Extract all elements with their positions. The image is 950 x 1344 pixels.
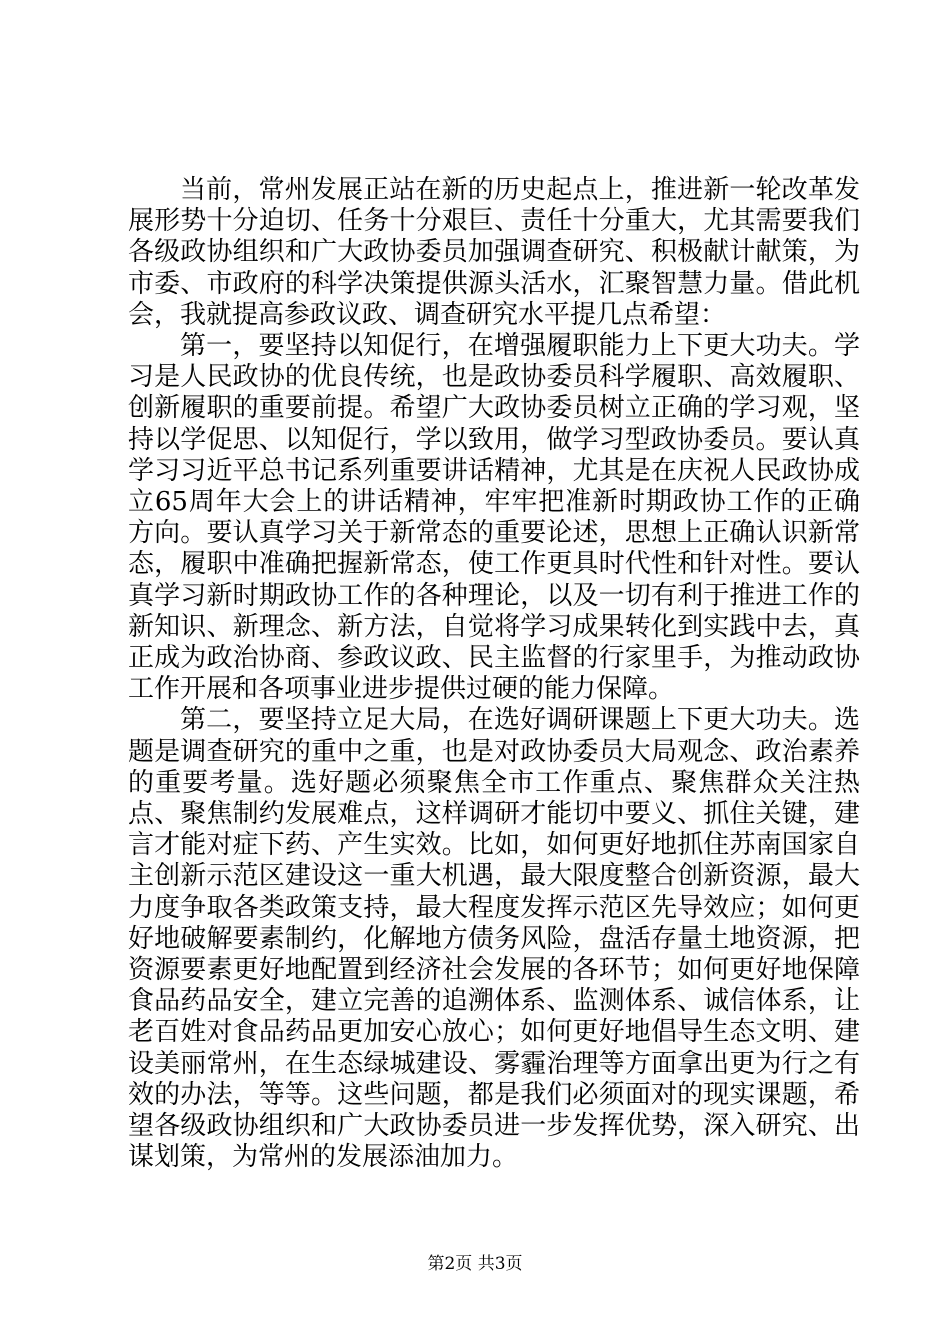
paragraph-intro: 当前，常州发展正站在新的历史起点上，推进新一轮改革发展形势十分迫切、任务十分艰巨、责任十分重大，尤其需要我们各级政协组织和广大政协委员加强调查研究、积极献计献策，为市委、市政府的科学决策提供源头活水，汇聚智慧力量。借此机会，我就提高参政议政、调查研究水平提几点希望： (128, 175, 860, 330)
paragraph-point-two: 第二，要坚持立足大局，在选好调研课题上下更大功夫。选题是调查研究的重中之重，也是对政协委员大局观念、政治素养的重要考量。选好题必须聚焦全市工作重点、聚焦群众关注热点、聚焦制约发展难点，这样调研才能切中要义、抓住关键，建言才能对症下药、产生实效。比如，如何更好地抓住苏南国家自主创新示范区建设这一重大机遇，最大限度整合创新资源，最大力度争取各类政策支持，最大程度发挥示范区先导效应；如何更好地破解要素制约，化解地方债务风险，盘活存量土地资源，把资源要素更好地配置到经济社会发展的各环节；如何更好地保障食品药品安全，建立完善的追溯体系、监测体系、诚信体系，让老百姓对食品药品更加安心放心；如何更好地倡导生态文明、建设美丽常州，在生态绿城建设、雾霾治理等方面拿出更为行之有效的办法，等等。这些问题，都是我们必须面对的现实课题，希望各级政协组织和广大政协委员进一步发挥优势，深入研究、出谋划策，为常州的发展添油加力。 (128, 705, 860, 1173)
page-number-footer: 第2页 共3页 (427, 1254, 523, 1274)
document-body (128, 175, 860, 1174)
paragraph-point-one: 第一，要坚持以知促行，在增强履职能力上下更大功夫。学习是人民政协的优良传统，也是政协委员科学履职、高效履职、创新履职的重要前提。希望广大政协委员树立正确的学习观，坚持以学促思、以知促行，学以致用，做学习型政协委员。要认真学习习近平总书记系列重要讲话精神，尤其是在庆祝人民政协成立65周年大会上的讲话精神，牢牢把准新时期政协工作的正确方向。要认真学习关于新常态的重要论述，思想上正确认识新常态，履职中准确把握新常态，使工作更具时代性和针对性。要认真学习新时期政协工作的各种理论，以及一切有利于推进工作的新知识、新理念、新方法，自觉将学习成果转化到实践中去，真正成为政治协商、参政议政、民主监督的行家里手，为推动政协工作开展和各项事业进步提供过硬的能力保障。 (128, 331, 860, 705)
